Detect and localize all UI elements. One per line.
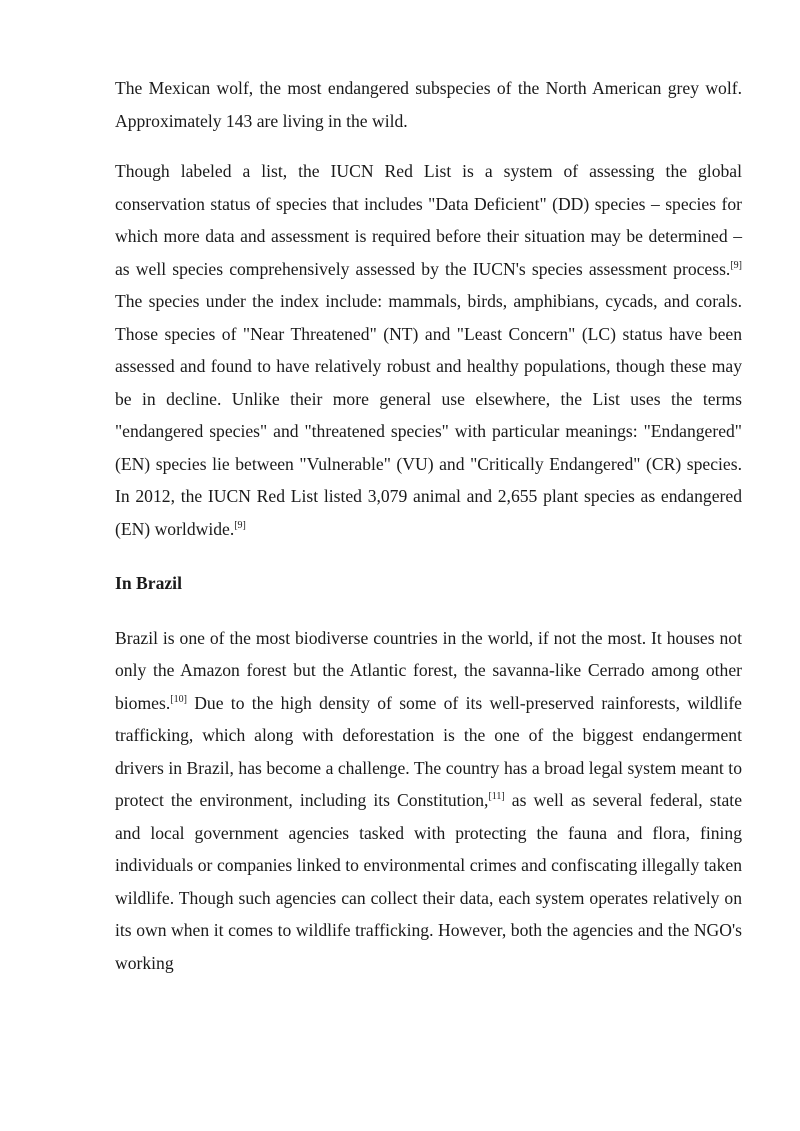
brazil-text-part3: as well as several federal, state and local government agencies tasked with protecting the fauna and flora, fining individuals or companies linked to environmental crimes and confiscating illegally taken wildlife. Though such agencies can collect their data, each system operates relatively on its own when it comes to wildlife trafficking. However, both the agencies and the NGO's working	[115, 790, 743, 973]
iucn-paragraph	[115, 155, 742, 545]
intro-paragraph: The Mexican wolf, the most endangered subspecies of the North American grey wolf. Approximately 143 are living in the wild.	[115, 78, 742, 131]
citation-11-link[interactable]: [11]	[488, 791, 505, 803]
citation-9-link[interactable]: [9]	[730, 259, 742, 271]
citation-10-link[interactable]: [10]	[170, 693, 187, 705]
iucn-text-part2: The species under the index include: mammals, birds, amphibians, cycads, and corals. Those species of "Near Threatened" (NT) and "Least Concern" (LC) status have been assessed and found to have relatively robust and healthy populations, though these may be in decline. Unlike their more general use elsewhere, the List uses the terms "endangered species" and "threatened species" with particular meanings: "Endangered" (EN) species lie between "Vulnerable" (VU) and "Critically Endangered" (CR) species. In 2012, the IUCN Red List listed 3,079 animal and 2,655 plant species as endangered (EN) worldwide.	[115, 291, 742, 539]
citation-9-link-2[interactable]: [9]	[234, 519, 246, 531]
brazil-text-part1: Brazil is one of the most biodiverse countries in the world, if not the most. It houses not only the Amazon forest but the Atlantic forest, the savanna-like Cerrado among other biomes.	[115, 627, 742, 713]
brazil-paragraph	[115, 622, 742, 980]
brazil-text-part2: Due to the high density of some of its well-preserved rainforests, wildlife trafficking, which along with deforestation is the one of the biggest endangerment drivers in Brazil, has become a challenge. The country has a broad legal system meant to protect the environment, including its Constitution,	[115, 692, 742, 810]
section-heading-brazil: In Brazil	[115, 573, 182, 593]
iucn-text-part1: Though labeled a list, the IUCN Red List is a system of assessing the global conservation status of species that includes "Data Deficient" (DD) species – species for which more data and assessment is required before their situation may be determined – as well species comprehensively assessed by the IUCN's species assessment process.	[115, 161, 742, 279]
